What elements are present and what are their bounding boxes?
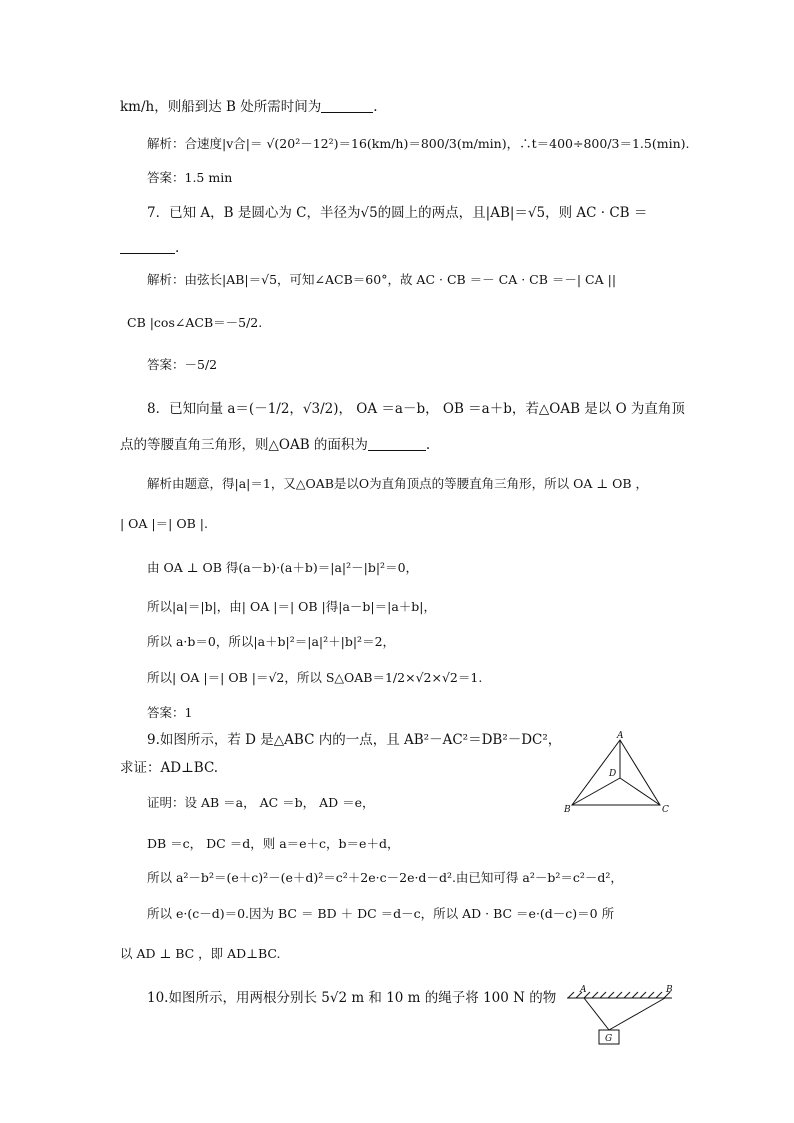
line-q9b: 求证：AD⊥BC. [120, 760, 219, 776]
rope-a [584, 998, 609, 1030]
answer-blank [321, 98, 373, 113]
segment-cd [620, 778, 660, 805]
line-a6: 答案：1.5 min [147, 170, 233, 185]
line-q9a: 9.如图所示，若 D 是△ABC 内的一点，且 AB²－AC²＝DB²－DC²， [147, 732, 562, 748]
answer-blank [120, 239, 175, 254]
line-a7: 答案：－5/2 [147, 357, 218, 372]
line-s8e: 所以 a·b＝0，所以|a＋b|²＝|a|²＋|b|²＝2， [147, 634, 396, 649]
line-s6: 解析：合速度|v合|＝ √(20²－12²)＝16(km/h)＝800/3(m/min)，∴t＝400÷800/3＝1.5(min). [147, 136, 690, 151]
line-s7a: 解析：由弦长|AB|＝√5，可知∠ACB＝60°，故 AC · CB ＝－ CA · CB ＝－| CA || [147, 272, 617, 287]
line-s7b: CB |cos∠ACB＝－5/2. [127, 315, 263, 330]
triangle-figure [560, 730, 680, 815]
label-d: D [609, 769, 617, 779]
line-s8d: 所以|a|＝|b|，由| OA |＝| OB |得|a－b|＝|a＋b|， [147, 599, 437, 614]
line-p9b: DB ＝c， DC ＝d，则 a＝e＋c，b＝e＋d， [147, 836, 400, 851]
line-s8a: 解析由题意，得|a|＝1，又△OAB是以O为直角顶点的等腰直角三角形，所以 OA ⊥ OB ， [147, 476, 649, 491]
line-p9a: 证明：设 AB ＝a， AC ＝b， AD ＝e， [147, 795, 375, 810]
text: . [175, 240, 180, 256]
segment-bd [572, 778, 620, 805]
rope-b [609, 998, 665, 1030]
label-a: A [617, 731, 624, 741]
line-q7: 7．已知 A，B 是圆心为 C，半径为√5的圆上的两点，且|AB|＝√5，则 AC · CB ＝ [147, 205, 648, 221]
line-p9c: 所以 a²－b²＝(e＋c)²－(e＋d)²＝c²＋2e·c－2e·d－d².由已知可得 a²－b²＝c²－d²， [147, 870, 623, 885]
line-s8b: | OA |＝| OB |. [120, 516, 208, 531]
line-p9d: 所以 e·(c－d)＝0.因为 BC ＝ BD ＋ DC ＝d－c，所以 AD · BC ＝e·(d－c)＝0 所 [147, 906, 615, 921]
line-p9e: 以 AD ⊥ BC ，即 AD⊥BC. [120, 946, 281, 961]
label-a: A [580, 985, 587, 995]
text: km/h，则船到达 B 处所需时间为 [120, 99, 322, 115]
label-g: G [605, 1034, 613, 1044]
line-p1 [120, 97, 378, 117]
line-q10: 10.如图所示，用两根分别长 5√2 m 和 10 m 的绳子将 100 N 的物 [147, 990, 557, 1006]
text: 点的等腰直角三角形，则△OAB 的面积为 [120, 437, 368, 453]
answer-blank [368, 436, 426, 451]
rope-figure [562, 984, 682, 1054]
line-q8b [120, 435, 430, 455]
line-s8c: 由 OA ⊥ OB 得(a－b)·(a＋b)＝|a|²－|b|²＝0， [147, 560, 419, 575]
label-b: B [564, 805, 571, 815]
line-s8f: 所以| OA |＝| OB |＝√2，所以 S△OAB＝1/2×√2×√2＝1. [147, 670, 483, 685]
line-a8: 答案：1 [147, 705, 193, 720]
line-q7b [120, 238, 179, 258]
text: . [425, 437, 431, 453]
label-c: C [662, 805, 669, 815]
label-b: B [666, 985, 673, 995]
line-q8a: 8．已知向量 a＝(－1/2，√3/2)， OA ＝a－b， OB ＝a＋b，若△OAB 是以 O 为直角顶 [147, 401, 685, 417]
text: . [373, 99, 378, 115]
